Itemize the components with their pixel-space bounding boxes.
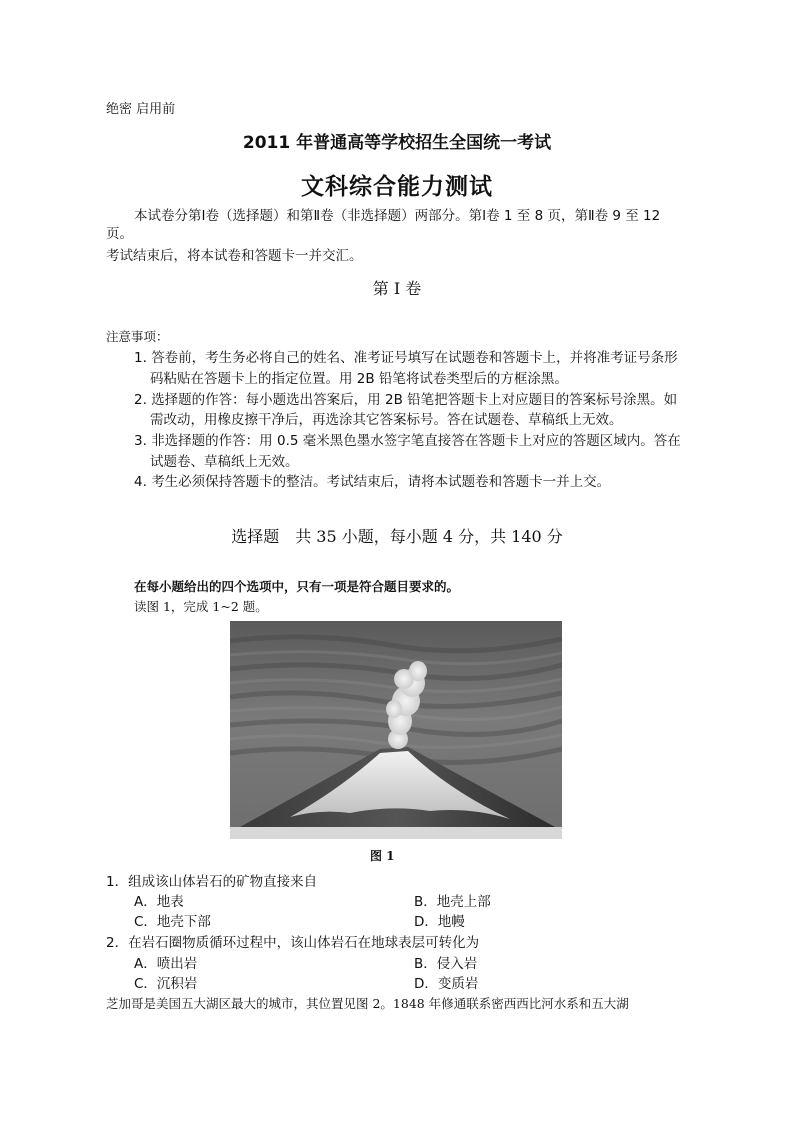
continuation-text: 芝加哥是美国五大湖区最大的城市，其位置见图 2。1848 年修通联系密西西比河水系和五大湖: [106, 996, 629, 1011]
note-item-3: [134, 431, 681, 452]
note-text: 选择题的作答：每小题选出答案后，用 2B 铅笔把答题卡上对应题目的答案标号涂黑。如: [151, 392, 678, 408]
note-item-3-cont: 试题卷、草稿纸上无效。: [150, 454, 299, 470]
figure-caption: 图 1: [370, 849, 395, 863]
read-figure-prompt: 读图 1，完成 1~2 题。: [134, 599, 268, 614]
intro-line-3: 考试结束后，将本试卷和答题卡一并交汇。: [106, 248, 363, 264]
note-number: 1.: [134, 350, 147, 366]
notes-heading: 注意事项：: [106, 329, 169, 344]
option-a: A．喷出岩: [134, 956, 198, 972]
question-stem: 2．在岩石圈物质循环过程中，该山体岩石在地球表层可转化为: [106, 935, 480, 951]
option-c: C．沉积岩: [134, 976, 198, 992]
note-text: 答卷前，考生务必将自己的姓名、准考证号填写在试题卷和答题卡上，并将准考证号条形: [151, 350, 678, 366]
exam-title: 2011 年普通高等学校招生全国统一考试: [242, 133, 552, 153]
intro-line-1: 本试卷分第Ⅰ卷（选择题）和第Ⅱ卷（非选择题）两部分。第Ⅰ卷 1 至 8 页，第Ⅱ卷 9 至 12: [134, 208, 661, 224]
question-stem: 1．组成该山体岩石的矿物直接来自: [106, 874, 318, 890]
note-item-4: [134, 472, 610, 493]
note-number: 4.: [134, 474, 147, 490]
option-a: A．地表: [134, 894, 184, 910]
option-b: B．地壳上部: [414, 894, 491, 910]
volume-title: 第 I 卷: [372, 279, 422, 298]
note-item-2-cont: 需改动，用橡皮擦干净后，再选涂其它答案标号。答在试题卷、草稿纸上无效。: [150, 412, 623, 428]
subject-title: 文科综合能力测试: [301, 174, 493, 200]
confidential-label: 绝密 启用前: [106, 102, 176, 117]
note-text: 非选择题的作答：用 0.5 毫米黑色墨水签字笔直接答在答题卡上对应的答题区域内。答在: [151, 433, 681, 449]
option-d: D．地幔: [414, 914, 465, 930]
note-number: 2.: [134, 392, 147, 408]
note-text: 考生必须保持答题卡的整洁。考试结束后，请将本试题卷和答题卡一并上交。: [151, 474, 611, 490]
volcano-photo: [230, 621, 562, 839]
note-item-2: [134, 390, 677, 411]
instruction-text: 在每小题给出的四个选项中，只有一项是符合题目要求的。: [134, 579, 460, 594]
section-heading: 选择题 共 35 小题，每小题 4 分，共 140 分: [231, 527, 563, 546]
option-d: D．变质岩: [414, 976, 479, 992]
option-b: B．侵入岩: [414, 956, 478, 972]
note-item-1-cont: 码粘贴在答题卡上的指定位置。用 2B 铅笔将试卷类型后的方框涂黑。: [150, 371, 568, 387]
note-item-1: [134, 348, 678, 369]
option-c: C．地壳下部: [134, 914, 211, 930]
note-number: 3.: [134, 433, 147, 449]
intro-line-2: 页。: [106, 226, 133, 242]
